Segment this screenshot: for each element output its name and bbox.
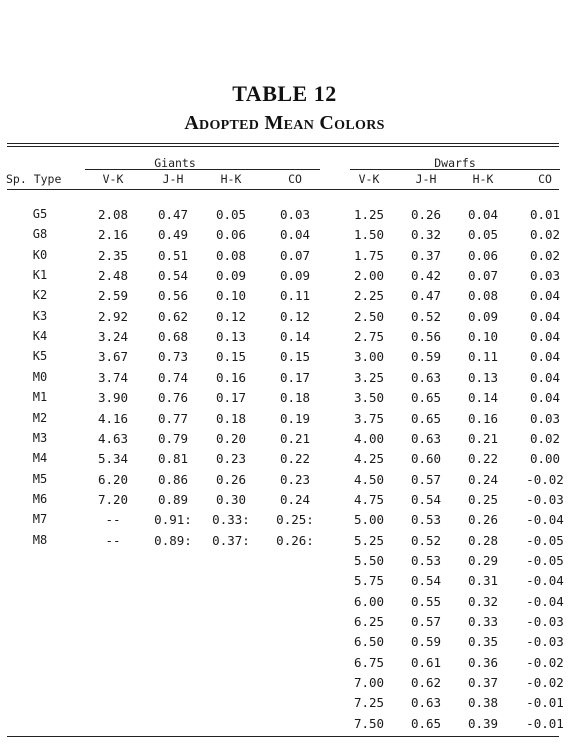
dwarfs-cell: -0.04 <box>526 512 564 528</box>
dwarfs-cell: 0.26 <box>467 512 499 528</box>
table-title: TABLE 12 <box>232 81 337 106</box>
dwarfs-cell: 2.50 <box>353 308 385 324</box>
dwarfs-cell: 0.03 <box>529 410 561 426</box>
giants-cell: 0.17 <box>215 390 247 406</box>
giants-cell: 0.56 <box>157 288 189 304</box>
giants-cell: 3.74 <box>97 369 129 385</box>
dwarfs-cell: 0.36 <box>467 654 499 670</box>
dwarfs-cell: 0.04 <box>529 390 561 406</box>
dwarfs-cell: 0.02 <box>529 227 561 243</box>
dwarfs-cell: 7.00 <box>353 675 385 691</box>
giants-cell: 0.03 <box>279 207 311 222</box>
giants-cell: 0.12 <box>215 308 247 324</box>
spectral-type-cell: M4 <box>32 451 48 466</box>
dwarfs-cell: -0.01 <box>526 695 564 711</box>
giants-cell: 2.16 <box>97 227 129 243</box>
spectral-type-cell: K0 <box>32 247 48 262</box>
giants-cell: 2.08 <box>97 207 129 222</box>
dwarfs-cell: 0.57 <box>410 471 442 487</box>
dwarfs-cell: 4.25 <box>353 451 385 467</box>
dwarfs-cell: -0.05 <box>526 532 564 548</box>
giants-cell: 0.37: <box>212 532 250 548</box>
dwarfs-cell: 0.65 <box>410 410 442 426</box>
giants-header-0: V-K <box>102 172 124 186</box>
giants-cell: 0.14 <box>279 329 311 345</box>
dwarfs-cell: 0.31 <box>467 573 499 589</box>
dwarfs-cell: 6.25 <box>353 614 385 629</box>
dwarfs-cell: 6.75 <box>353 654 385 670</box>
giants-cell: 4.63 <box>97 430 129 446</box>
header-rule <box>7 189 559 190</box>
dwarfs-cell: 0.01 <box>529 207 561 222</box>
giants-cell: 2.48 <box>97 268 129 284</box>
dwarfs-cell: 6.50 <box>353 634 385 650</box>
spectral-type-cell: G8 <box>32 227 48 242</box>
giants-cell: 0.76 <box>157 390 189 406</box>
top-rule-second <box>7 146 559 147</box>
spectral-type-cell: G5 <box>32 207 48 221</box>
dwarfs-cell: 0.35 <box>467 634 499 650</box>
dwarfs-cell: 0.54 <box>410 573 442 589</box>
dwarfs-cell: 0.57 <box>410 614 442 629</box>
spectral-type-cell: K5 <box>32 349 48 364</box>
giants-cell: 0.12 <box>279 308 311 324</box>
dwarfs-cell: 5.25 <box>353 532 385 548</box>
giants-cell: 0.22 <box>279 451 311 467</box>
bottom-rule <box>7 736 559 737</box>
dwarfs-header-1: J-H <box>415 172 437 186</box>
dwarfs-cell: 2.25 <box>353 288 385 304</box>
dwarfs-cell: -0.03 <box>526 491 564 507</box>
giants-cell: 0.33: <box>212 512 250 528</box>
dwarfs-header-2: H-K <box>472 172 494 186</box>
giants-cell: 0.24 <box>279 491 311 507</box>
dwarfs-header-0: V-K <box>358 172 380 186</box>
dwarfs-cell: 2.75 <box>353 329 385 345</box>
dwarfs-cell: -0.04 <box>526 573 564 589</box>
giants-cell: 0.17 <box>279 369 311 385</box>
giants-cell: 0.10 <box>215 288 247 304</box>
giants-cell: 0.05 <box>215 207 247 222</box>
dwarfs-cell: 0.04 <box>529 369 561 385</box>
spectral-type-cell: M7 <box>32 512 48 527</box>
spectral-type-cell: K3 <box>32 308 48 323</box>
spectral-type-cell: M0 <box>32 369 48 384</box>
giants-cell: 0.74 <box>157 369 189 385</box>
giants-cell: 0.89: <box>154 532 192 548</box>
dwarfs-cell: 5.50 <box>353 552 385 568</box>
dwarfs-cell: 0.59 <box>410 634 442 650</box>
giants-cell: -- <box>105 512 121 528</box>
dwarfs-cell: 1.75 <box>353 247 385 263</box>
giants-cell: 2.35 <box>97 247 129 263</box>
giants-cell: 0.08 <box>215 247 247 263</box>
giants-cell: 0.04 <box>279 227 311 243</box>
giants-cell: 0.15 <box>215 349 247 365</box>
dwarfs-cell: 0.00 <box>529 451 561 467</box>
giants-cell: 4.16 <box>97 410 129 426</box>
dwarfs-cell: -0.03 <box>526 614 564 629</box>
dwarfs-cell: 0.16 <box>467 410 499 426</box>
giants-cell: 0.51 <box>157 247 189 263</box>
giants-cell: 0.73 <box>157 349 189 365</box>
dwarfs-span-rule <box>350 169 560 170</box>
giants-cell: 0.09 <box>215 268 247 284</box>
giants-cell: 0.49 <box>157 227 189 243</box>
dwarfs-cell: 4.75 <box>353 491 385 507</box>
giants-cell: 0.68 <box>157 329 189 345</box>
dwarfs-cell: 0.37 <box>467 675 499 691</box>
dwarfs-cell: 0.53 <box>410 552 442 568</box>
dwarfs-cell: 3.75 <box>353 410 385 426</box>
spectral-type-cell: M1 <box>32 390 48 405</box>
dwarfs-cell: 0.05 <box>467 227 499 243</box>
giants-cell: 3.24 <box>97 329 129 345</box>
dwarfs-cell: 0.25 <box>467 491 499 507</box>
dwarfs-cell: 0.04 <box>529 308 561 324</box>
giants-cell: 0.20 <box>215 430 247 446</box>
giants-header-3: CO <box>288 172 302 186</box>
dwarfs-cell: 0.47 <box>410 288 442 304</box>
giants-cell: 3.90 <box>97 390 129 406</box>
giants-span-rule <box>85 169 320 170</box>
giants-cell: 0.54 <box>157 268 189 284</box>
dwarfs-cell: 3.00 <box>353 349 385 365</box>
dwarfs-cell: 0.02 <box>529 247 561 263</box>
dwarfs-cell: 0.32 <box>410 227 442 243</box>
dwarfs-cell: 0.24 <box>467 471 499 487</box>
dwarfs-header-3: CO <box>538 172 552 186</box>
dwarfs-cell: 0.53 <box>410 512 442 528</box>
dwarfs-cell: 0.42 <box>410 268 442 284</box>
dwarfs-cell: 0.13 <box>467 369 499 385</box>
dwarfs-cell: 2.00 <box>353 268 385 284</box>
giants-cell: 0.25: <box>276 512 314 528</box>
dwarfs-cell: 0.54 <box>410 491 442 507</box>
giants-cell: 0.89 <box>157 491 189 507</box>
spectral-type-cell: K1 <box>32 268 48 283</box>
dwarfs-cell: -0.02 <box>526 675 564 691</box>
table-subtitle: Adopted Mean Colors <box>184 112 385 134</box>
dwarfs-cell: 1.50 <box>353 227 385 243</box>
dwarfs-cell: 0.52 <box>410 532 442 548</box>
giants-cell: 0.21 <box>279 430 311 446</box>
dwarfs-cell: -0.03 <box>526 634 564 650</box>
giants-cell: 7.20 <box>97 491 129 507</box>
dwarfs-cell: 0.07 <box>467 268 499 284</box>
giants-cell: 0.86 <box>157 471 189 487</box>
spectral-type-cell: K2 <box>32 288 48 303</box>
dwarfs-cell: 0.60 <box>410 451 442 467</box>
giants-cell: 0.47 <box>157 207 189 222</box>
dwarfs-cell: -0.01 <box>526 715 564 731</box>
spectral-type-cell: K4 <box>32 329 48 344</box>
dwarfs-cell: 0.65 <box>410 715 442 731</box>
dwarfs-cell: 0.04 <box>529 329 561 345</box>
giants-header-2: H-K <box>220 172 242 186</box>
giants-cell: 0.16 <box>215 369 247 385</box>
dwarfs-cell: 1.25 <box>353 207 385 222</box>
dwarfs-cell: 0.29 <box>467 552 499 568</box>
giants-cell: 5.34 <box>97 451 129 467</box>
giants-cell: 0.18 <box>215 410 247 426</box>
dwarfs-cell: 0.09 <box>467 308 499 324</box>
dwarfs-cell: 3.25 <box>353 369 385 385</box>
giants-cell: 0.62 <box>157 308 189 324</box>
dwarfs-cell: 5.75 <box>353 573 385 589</box>
dwarfs-cell: 7.50 <box>353 715 385 731</box>
spectral-type-cell: M8 <box>32 532 48 547</box>
dwarfs-cell: 0.65 <box>410 390 442 406</box>
giants-cell: 0.15 <box>279 349 311 365</box>
dwarfs-cell: 0.52 <box>410 308 442 324</box>
spectral-type-cell: M3 <box>32 430 48 445</box>
dwarfs-cell: 0.03 <box>529 268 561 284</box>
dwarfs-cell: 7.25 <box>353 695 385 711</box>
column-header-sptype: Sp. Type <box>6 172 62 186</box>
spectral-type-cell: M5 <box>32 471 48 486</box>
dwarfs-cell: 0.26 <box>410 207 442 222</box>
giants-cell: 0.23 <box>279 471 311 487</box>
giants-cell: -- <box>105 532 121 548</box>
dwarfs-cell: 0.02 <box>529 430 561 446</box>
dwarfs-cell: 0.61 <box>410 654 442 670</box>
dwarfs-cell: 0.39 <box>467 715 499 731</box>
giants-cell: 0.18 <box>279 390 311 406</box>
dwarfs-cell: 0.37 <box>410 247 442 263</box>
dwarfs-cell: 0.55 <box>410 593 442 609</box>
dwarfs-cell: 0.08 <box>467 288 499 304</box>
spectral-type-cell: M6 <box>32 491 48 506</box>
giants-cell: 0.13 <box>215 329 247 345</box>
dwarfs-cell: -0.02 <box>526 471 564 487</box>
giants-cell: 0.11 <box>279 288 311 304</box>
giants-cell: 3.67 <box>97 349 129 365</box>
group-header-giants: Giants <box>154 156 196 170</box>
giants-cell: 0.09 <box>279 268 311 284</box>
dwarfs-cell: 0.04 <box>529 288 561 304</box>
dwarfs-cell: 0.28 <box>467 532 499 548</box>
top-rule <box>7 143 559 144</box>
dwarfs-cell: 0.33 <box>467 614 499 629</box>
dwarfs-cell: 0.32 <box>467 593 499 609</box>
group-header-dwarfs: Dwarfs <box>434 156 476 170</box>
dwarfs-cell: 0.38 <box>467 695 499 711</box>
dwarfs-cell: 0.14 <box>467 390 499 406</box>
dwarfs-cell: 3.50 <box>353 390 385 406</box>
giants-cell: 6.20 <box>97 471 129 487</box>
spectral-type-cell: M2 <box>32 410 48 425</box>
dwarfs-cell: 6.00 <box>353 593 385 609</box>
giants-cell: 0.19 <box>279 410 311 426</box>
dwarfs-cell: 0.06 <box>467 247 499 263</box>
giants-cell: 2.92 <box>97 308 129 324</box>
giants-cell: 2.59 <box>97 288 129 304</box>
dwarfs-cell: 0.10 <box>467 329 499 345</box>
giants-cell: 0.79 <box>157 430 189 446</box>
dwarfs-cell: 0.04 <box>467 207 499 222</box>
dwarfs-cell: 0.63 <box>410 369 442 385</box>
giants-cell: 0.30 <box>215 491 247 507</box>
dwarfs-cell: 0.63 <box>410 695 442 711</box>
dwarfs-cell: 0.11 <box>467 349 499 365</box>
dwarfs-cell: -0.05 <box>526 552 564 568</box>
giants-cell: 0.07 <box>279 247 311 263</box>
giants-cell: 0.26 <box>215 471 247 487</box>
dwarfs-cell: -0.02 <box>526 654 564 670</box>
giants-cell: 0.23 <box>215 451 247 467</box>
giants-header-1: J-H <box>162 172 184 186</box>
giants-cell: 0.81 <box>157 451 189 467</box>
dwarfs-cell: 0.21 <box>467 430 499 446</box>
giants-cell: 0.06 <box>215 227 247 243</box>
giants-cell: 0.91: <box>154 512 192 528</box>
dwarfs-cell: -0.04 <box>526 593 564 609</box>
dwarfs-cell: 4.50 <box>353 471 385 487</box>
dwarfs-cell: 0.04 <box>529 349 561 365</box>
dwarfs-cell: 0.62 <box>410 675 442 691</box>
dwarfs-cell: 0.59 <box>410 349 442 365</box>
dwarfs-cell: 4.00 <box>353 430 385 446</box>
giants-cell: 0.26: <box>276 532 314 548</box>
dwarfs-cell: 0.63 <box>410 430 442 446</box>
dwarfs-cell: 0.56 <box>410 329 442 345</box>
dwarfs-cell: 5.00 <box>353 512 385 528</box>
giants-cell: 0.77 <box>157 410 189 426</box>
dwarfs-cell: 0.22 <box>467 451 499 467</box>
